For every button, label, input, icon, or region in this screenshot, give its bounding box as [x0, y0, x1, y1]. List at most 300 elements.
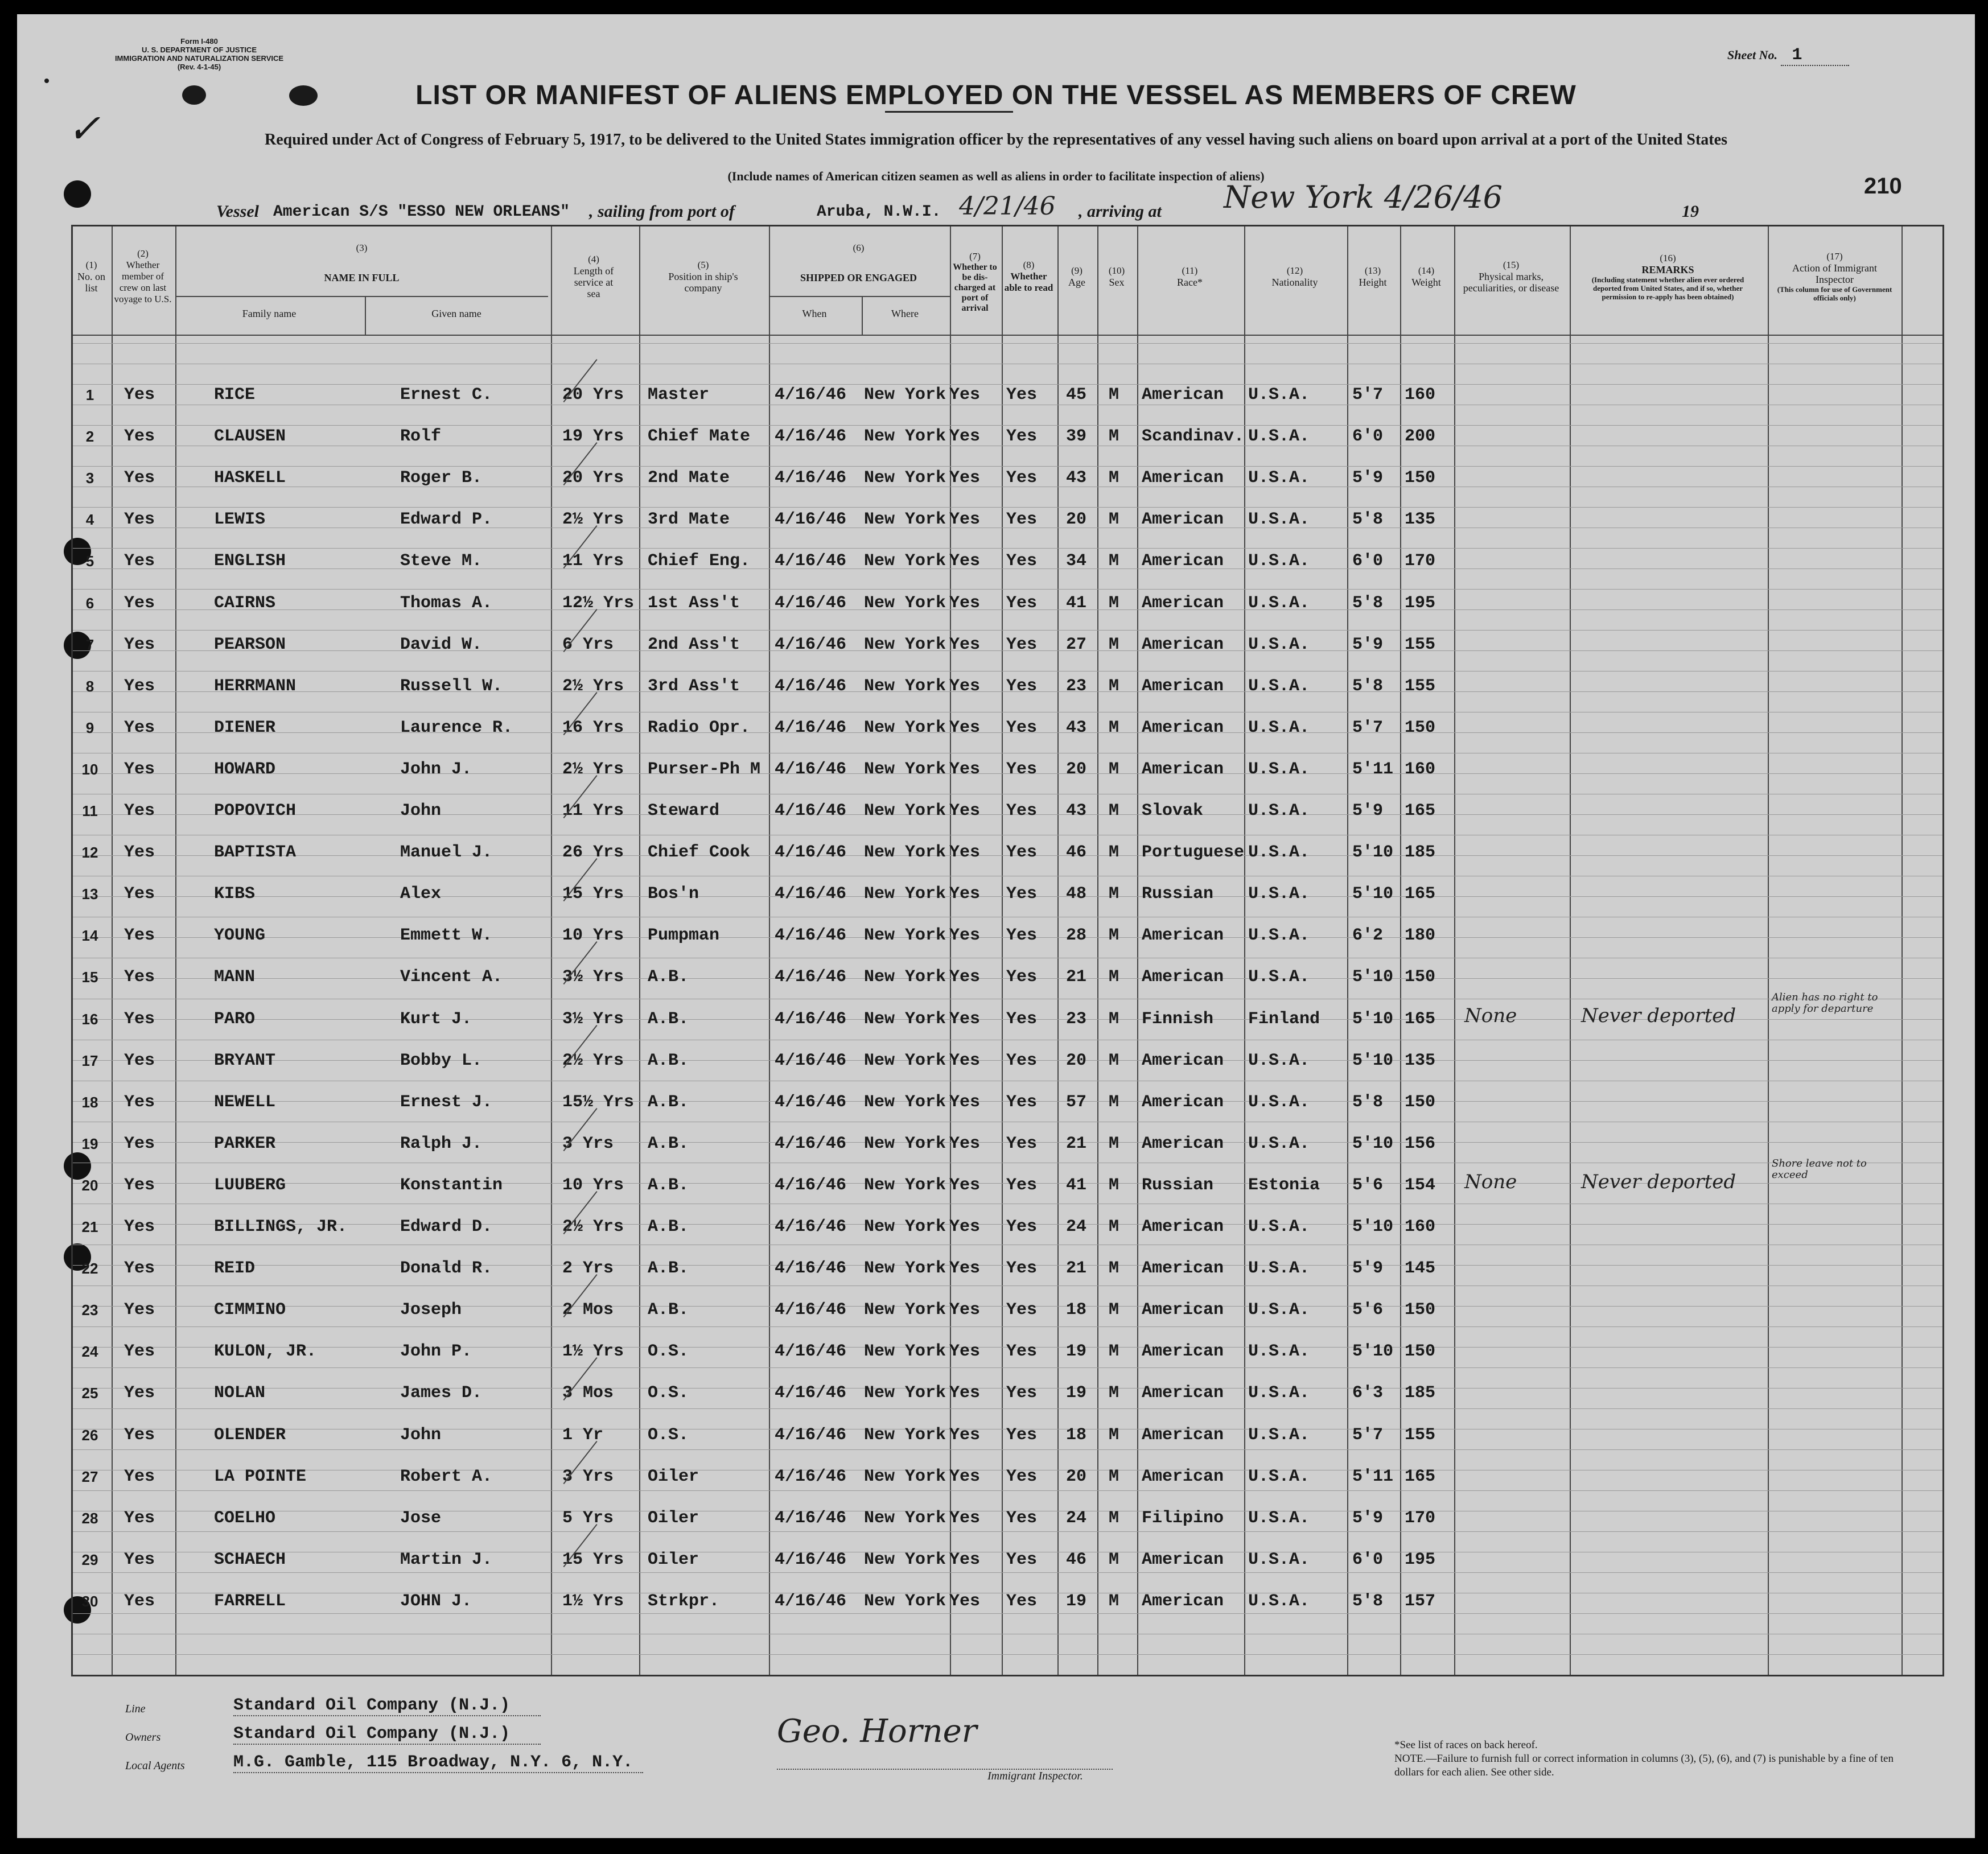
cell-weight: 155 [1405, 1425, 1436, 1445]
cell-position: Oiler [648, 1508, 699, 1528]
cell-read: Yes [1006, 551, 1038, 571]
cell-where: New York [864, 593, 946, 613]
subheader-divider [365, 296, 366, 335]
line-label: Line [125, 1703, 146, 1715]
cell-sex: M [1109, 1300, 1119, 1320]
col-7-title: Whether to be dis-charged at port of arrival [953, 262, 997, 313]
column-divider [1400, 226, 1401, 1675]
cell-nat: U.S.A. [1248, 926, 1310, 946]
cell-when: 4/16/46 [775, 1342, 847, 1362]
cell-nat: U.S.A. [1248, 1092, 1310, 1112]
cell-read: Yes [1006, 1300, 1038, 1320]
cell-given: James D. [400, 1383, 483, 1403]
cell-no: 30 [81, 1592, 98, 1610]
cell-given: Ernest C. [400, 385, 493, 405]
cell-nat: U.S.A. [1248, 1050, 1310, 1070]
cell-age: 57 [1066, 1092, 1087, 1112]
cell-dis: Yes [949, 1009, 981, 1029]
cell-where: New York [864, 967, 946, 987]
cell-last: Yes [124, 385, 155, 405]
header-col-16 [1570, 231, 1766, 322]
cell-family: DIENER [214, 718, 276, 738]
cell-race: American [1142, 1466, 1224, 1486]
cell-when: 4/16/46 [775, 926, 847, 946]
cell-sex: M [1109, 1092, 1119, 1112]
cell-last: Yes [124, 676, 155, 696]
col-1-num: (1) [85, 259, 97, 270]
header-col-9 [1057, 231, 1096, 322]
cell-nat: U.S.A. [1248, 1425, 1310, 1445]
cell-service: 2½ Yrs [562, 676, 624, 696]
cell-dis: Yes [949, 1550, 981, 1569]
col-16-note: (Including statement whether alien ever ordered deported from United States, and if so, whether permission to re-apply has been obtained) [1591, 275, 1744, 301]
cell-age: 46 [1066, 1550, 1087, 1569]
cell-position: A.B. [648, 1259, 689, 1279]
cell-given: Joseph [400, 1300, 462, 1320]
manifest-sheet [17, 14, 1975, 1838]
cell-read: Yes [1006, 1508, 1038, 1528]
cell-dis: Yes [949, 1383, 981, 1403]
cell-service: 2 Yrs [562, 1259, 614, 1279]
cell-no: 10 [81, 760, 98, 778]
cell-when: 4/16/46 [775, 718, 847, 738]
header-col-14 [1400, 231, 1452, 322]
cell-when: 4/16/46 [775, 427, 847, 447]
sheet-value: 1 [1781, 46, 1849, 66]
note-text: —Failure to furnish full or correct information in columns (3), (5), (6), and (7) is punishable by a fine of ten dollars for each alien. See other side. [1394, 1753, 1894, 1778]
cell-age: 21 [1066, 967, 1087, 987]
cell-nat: U.S.A. [1248, 1259, 1310, 1279]
crew-table [71, 225, 1944, 1676]
cell-sex: M [1109, 1342, 1119, 1362]
cell-dis: Yes [949, 926, 981, 946]
cell-family: HOWARD [214, 759, 276, 779]
given-name-title: Given name [431, 307, 481, 319]
cell-sex: M [1109, 1134, 1119, 1153]
cell-nat: U.S.A. [1248, 1300, 1310, 1320]
cell-no: 23 [81, 1301, 98, 1319]
cell-service: 3½ Yrs [562, 967, 624, 987]
cell-weight: 165 [1405, 1466, 1436, 1486]
cell-given: Rolf [400, 427, 442, 447]
cell-given: Vincent A. [400, 967, 503, 987]
ruled-line [73, 1531, 1942, 1532]
cell-age: 43 [1066, 718, 1087, 738]
cell-read: Yes [1006, 967, 1038, 987]
cell-family: BILLINGS, JR. [214, 1217, 348, 1237]
cell-service: 3 Mos [562, 1383, 614, 1403]
cell-dis: Yes [949, 385, 981, 405]
cell-no: 26 [81, 1426, 98, 1444]
cell-last: Yes [124, 1009, 155, 1029]
col-15-title: Physical marks, peculiarities, or disease [1463, 271, 1559, 294]
cell-age: 34 [1066, 551, 1087, 571]
col-8-title: Whether able to read [1004, 271, 1053, 293]
footer-note [1394, 1738, 1918, 1779]
header-col-15 [1454, 231, 1568, 322]
cell-sex: M [1109, 1259, 1119, 1279]
cell-weight: 155 [1405, 676, 1436, 696]
cell-race: American [1142, 1092, 1224, 1112]
cell-last: Yes [124, 1300, 155, 1320]
sailing-port: Aruba, N.W.I. [817, 203, 941, 221]
cell-height: 5'8 [1352, 593, 1384, 613]
ruled-line [73, 1408, 1942, 1409]
cell-dis: Yes [949, 1591, 981, 1611]
cell-where: New York [864, 1300, 946, 1320]
cell-where: New York [864, 801, 946, 821]
cell-race: American [1142, 1217, 1224, 1237]
cell-position: Purser-Ph M [648, 759, 761, 779]
cell-family: LA POINTE [214, 1466, 307, 1486]
cell-height: 5'10 [1352, 967, 1394, 987]
header-col-5 [639, 231, 767, 322]
cell-service: 2½ Yrs [562, 1217, 624, 1237]
cell-weight: 170 [1405, 1508, 1436, 1528]
header-col-4 [551, 231, 636, 322]
col-3-title: NAME IN FULL [324, 271, 400, 283]
cell-weight: 135 [1405, 510, 1436, 530]
header-where [862, 300, 948, 326]
cell-height: 5'10 [1352, 884, 1394, 904]
cell-given: Ralph J. [400, 1134, 483, 1153]
ruled-line [73, 425, 1942, 426]
header-col-6-title [769, 262, 948, 293]
cell-last: Yes [124, 1425, 155, 1445]
cell-sex: M [1109, 759, 1119, 779]
cell-given: Martin J. [400, 1550, 493, 1569]
cell-dis: Yes [949, 1092, 981, 1112]
cell-given: Laurence R. [400, 718, 513, 738]
cell-weight: 150 [1405, 718, 1436, 738]
cell-last: Yes [124, 718, 155, 738]
cell-last: Yes [124, 801, 155, 821]
cell-weight: 160 [1405, 1217, 1436, 1237]
cell-dis: Yes [949, 759, 981, 779]
cell-position: O.S. [648, 1383, 689, 1403]
cell-age: 19 [1066, 1383, 1087, 1403]
subheader-divider [175, 296, 548, 297]
cell-read: Yes [1006, 427, 1038, 447]
cell-family: CLAUSEN [214, 427, 286, 447]
cell-family: OLENDER [214, 1425, 286, 1445]
col-1-title: No. on list [77, 271, 105, 294]
cell-sex: M [1109, 427, 1119, 447]
cell-service: 15 Yrs [562, 884, 624, 904]
cell-family: CIMMINO [214, 1300, 286, 1320]
cell-no: 3 [85, 469, 94, 487]
cell-sex: M [1109, 1009, 1119, 1029]
cell-nat: Estonia [1248, 1175, 1320, 1195]
cell-when: 4/16/46 [775, 1508, 847, 1528]
cell-no: 9 [85, 719, 94, 736]
cell-when: 4/16/46 [775, 676, 847, 696]
inspector-label: Immigrant Inspector. [987, 1770, 1083, 1782]
cell-no: 14 [81, 927, 98, 945]
cell-age: 41 [1066, 593, 1087, 613]
cell-age: 24 [1066, 1508, 1087, 1528]
cell-last: Yes [124, 884, 155, 904]
cell-no: 6 [85, 594, 94, 612]
cell-sex: M [1109, 1383, 1119, 1403]
cell-last: Yes [124, 926, 155, 946]
cell-where: New York [864, 843, 946, 863]
cell-position: A.B. [648, 1009, 689, 1029]
cell-weight: 135 [1405, 1050, 1436, 1070]
ruled-line [73, 1449, 1942, 1450]
vessel-label: Vessel [216, 202, 259, 221]
cell-no: 15 [81, 969, 98, 986]
cell-when: 4/16/46 [775, 468, 847, 488]
subheader-divider [769, 296, 950, 297]
agents-label: Local Agents [125, 1760, 185, 1772]
cell-dis: Yes [949, 593, 981, 613]
header-col-10 [1097, 231, 1136, 322]
cell-read: Yes [1006, 1466, 1038, 1486]
cell-no: 27 [81, 1468, 98, 1485]
cell-no: 22 [81, 1260, 98, 1278]
header-col-8 [1002, 231, 1056, 322]
cell-read: Yes [1006, 635, 1038, 654]
cell-no: 28 [81, 1509, 98, 1527]
cell-nat: U.S.A. [1248, 1134, 1310, 1153]
cell-race: American [1142, 1550, 1224, 1569]
cell-given: Donald R. [400, 1259, 493, 1279]
cell-weight: 165 [1405, 884, 1436, 904]
cell-last: Yes [124, 1092, 155, 1112]
cell-where: New York [864, 1383, 946, 1403]
cell-family: RICE [214, 385, 256, 405]
cell-position: Chief Eng. [648, 551, 751, 571]
page-title: LIST OR MANIFEST OF ALIENS EMPLOYED ON THE VESSEL AS MEMBERS OF CREW [415, 80, 1577, 110]
cell-where: New York [864, 385, 946, 405]
cell-race: American [1142, 1425, 1224, 1445]
cell-no: 7 [85, 636, 94, 653]
cell-height: 5'7 [1352, 1425, 1384, 1445]
cell-position: 3rd Ass't [648, 676, 740, 696]
department: U. S. DEPARTMENT OF JUSTICE [142, 46, 257, 54]
cell-family: LEWIS [214, 510, 266, 530]
cell-sex: M [1109, 718, 1119, 738]
cell-where: New York [864, 1466, 946, 1486]
cell-where: New York [864, 1175, 946, 1195]
cell-given: Roger B. [400, 468, 483, 488]
cell-height: 5'8 [1352, 676, 1384, 696]
cell-dis: Yes [949, 1508, 981, 1528]
cell-age: 27 [1066, 635, 1087, 654]
cell-sex: M [1109, 843, 1119, 863]
cell-race: American [1142, 510, 1224, 530]
cell-service: 26 Yrs [562, 843, 624, 863]
cell-given: John J. [400, 759, 472, 779]
cell-sex: M [1109, 884, 1119, 904]
cell-height: 5'9 [1352, 801, 1384, 821]
cell-last: Yes [124, 635, 155, 654]
cell-when: 4/16/46 [775, 967, 847, 987]
cell-height: 5'11 [1352, 1466, 1394, 1486]
cell-where: New York [864, 884, 946, 904]
arriving-label: , arriving at [1079, 202, 1162, 221]
cell-height: 5'10 [1352, 1009, 1394, 1029]
cell-read: Yes [1006, 468, 1038, 488]
cell-when: 4/16/46 [775, 1300, 847, 1320]
cell-dis: Yes [949, 884, 981, 904]
cell-read: Yes [1006, 759, 1038, 779]
header-col-12 [1244, 231, 1345, 322]
cell-age: 48 [1066, 884, 1087, 904]
check-mark: ✓ [67, 105, 101, 152]
cell-no: 11 [82, 802, 98, 819]
col-13-num: (13) [1364, 265, 1381, 276]
cell-read: Yes [1006, 1383, 1038, 1403]
cell-race: American [1142, 1342, 1224, 1362]
cell-race: American [1142, 593, 1224, 613]
cell-position: A.B. [648, 1300, 689, 1320]
cell-dis: Yes [949, 1217, 981, 1237]
cell-read: Yes [1006, 510, 1038, 530]
cell-last: Yes [124, 1050, 155, 1070]
cell-position: Bos'n [648, 884, 699, 904]
cell-age: 23 [1066, 676, 1087, 696]
cell-position: 1st Ass't [648, 593, 740, 613]
cell-weight: 165 [1405, 1009, 1436, 1029]
cell-nat: U.S.A. [1248, 593, 1310, 613]
column-divider [1347, 226, 1348, 1675]
cell-age: 18 [1066, 1425, 1087, 1445]
cell-given: Edward D. [400, 1217, 493, 1237]
col-9-title: Age [1068, 277, 1085, 288]
cell-height: 5'9 [1352, 468, 1384, 488]
cell-last: Yes [124, 967, 155, 987]
cell-sex: M [1109, 1550, 1119, 1569]
cell-service: 11 Yrs [562, 551, 624, 571]
sailing-label: , sailing from port of [589, 202, 735, 221]
col-14-num: (14) [1418, 265, 1435, 276]
cell-read: Yes [1006, 1050, 1038, 1070]
cell-read: Yes [1006, 1134, 1038, 1153]
cell-service: 19 Yrs [562, 427, 624, 447]
cell-service: 1½ Yrs [562, 1591, 624, 1611]
cell-age: 28 [1066, 926, 1087, 946]
column-divider [639, 226, 640, 1675]
cell-service: 6 Yrs [562, 635, 614, 654]
cell-where: New York [864, 676, 946, 696]
column-divider [1768, 226, 1769, 1675]
cell-sex: M [1109, 385, 1119, 405]
col-12-title: Nationality [1271, 277, 1318, 288]
ruled-line [73, 630, 1942, 631]
col-9-num: (9) [1071, 265, 1083, 276]
cell-when: 4/16/46 [775, 593, 847, 613]
cell-sex: M [1109, 1508, 1119, 1528]
cell-dis: Yes [949, 551, 981, 571]
cell-dis: Yes [949, 468, 981, 488]
cell-height: 5'9 [1352, 635, 1384, 654]
cell-dis: Yes [949, 843, 981, 863]
cell-sex: M [1109, 1175, 1119, 1195]
column-divider [769, 226, 770, 1675]
cell-no: 24 [81, 1343, 98, 1361]
cell-no: 29 [81, 1551, 98, 1568]
cell-age: 20 [1066, 1050, 1087, 1070]
cell-race: American [1142, 926, 1224, 946]
col-6-num: (6) [853, 242, 865, 253]
cell-race: American [1142, 1259, 1224, 1279]
cell-height: 5'6 [1352, 1175, 1384, 1195]
cell-no: 5 [85, 553, 94, 570]
cell-service: 3 Yrs [562, 1134, 614, 1153]
cell-given: Kurt J. [400, 1009, 472, 1029]
cell-when: 4/16/46 [775, 635, 847, 654]
cell-height: 5'10 [1352, 1217, 1394, 1237]
owners-value: Standard Oil Company (N.J.) [233, 1724, 541, 1745]
cell-when: 4/16/46 [775, 1259, 847, 1279]
col-17-num: (17) [1826, 251, 1843, 262]
cell-nat: U.S.A. [1248, 385, 1310, 405]
cell-where: New York [864, 1259, 946, 1279]
cell-age: 21 [1066, 1259, 1087, 1279]
cell-given: Steve M. [400, 551, 483, 571]
sheet-number [1727, 46, 1849, 66]
cell-position: O.S. [648, 1342, 689, 1362]
revision: (Rev. 4-1-45) [177, 63, 221, 71]
cell-nat: U.S.A. [1248, 1508, 1310, 1528]
cell-where: New York [864, 551, 946, 571]
cell-race: Portuguese [1142, 843, 1245, 863]
cell-nat: U.S.A. [1248, 884, 1310, 904]
header-col-3 [175, 231, 548, 265]
cell-race: Slovak [1142, 801, 1204, 821]
column-divider [1454, 226, 1455, 1675]
inspector-signature: Geo. Horner [777, 1713, 977, 1750]
cell-read: Yes [1006, 884, 1038, 904]
cell-read: Yes [1006, 1092, 1038, 1112]
cell-position: A.B. [648, 967, 689, 987]
cell-last: Yes [124, 1550, 155, 1569]
cell-where: New York [864, 635, 946, 654]
cell-height: 5'8 [1352, 1591, 1384, 1611]
cell-no: 21 [81, 1218, 98, 1235]
cell-weight: 165 [1405, 801, 1436, 821]
column-divider [175, 226, 176, 1675]
cell-no: 12 [81, 844, 98, 862]
cell-when: 4/16/46 [775, 510, 847, 530]
cell-when: 4/16/46 [775, 1009, 847, 1029]
cell-when: 4/16/46 [775, 385, 847, 405]
cell-where: New York [864, 468, 946, 488]
cell-dis: Yes [949, 635, 981, 654]
cell-sex: M [1109, 1050, 1119, 1070]
cell-where: New York [864, 1009, 946, 1029]
col-5-num: (5) [697, 259, 709, 270]
cell-dis: Yes [949, 718, 981, 738]
cell-where: New York [864, 1550, 946, 1569]
cell-service: 1½ Yrs [562, 1342, 624, 1362]
cell-age: 24 [1066, 1217, 1087, 1237]
header-given-name [365, 300, 548, 326]
cell-family: BAPTISTA [214, 843, 297, 863]
column-divider [1244, 226, 1245, 1675]
cell-last: Yes [124, 843, 155, 863]
cell-family: ENGLISH [214, 551, 286, 571]
cell-service: 2 Mos [562, 1300, 614, 1320]
header-family-name [175, 300, 363, 326]
cell-given: Bobby L. [400, 1050, 483, 1070]
cell-last: Yes [124, 427, 155, 447]
vessel-name: American S/S "ESSO NEW ORLEANS" [273, 203, 570, 221]
cell-where: New York [864, 1342, 946, 1362]
cell-sex: M [1109, 676, 1119, 696]
